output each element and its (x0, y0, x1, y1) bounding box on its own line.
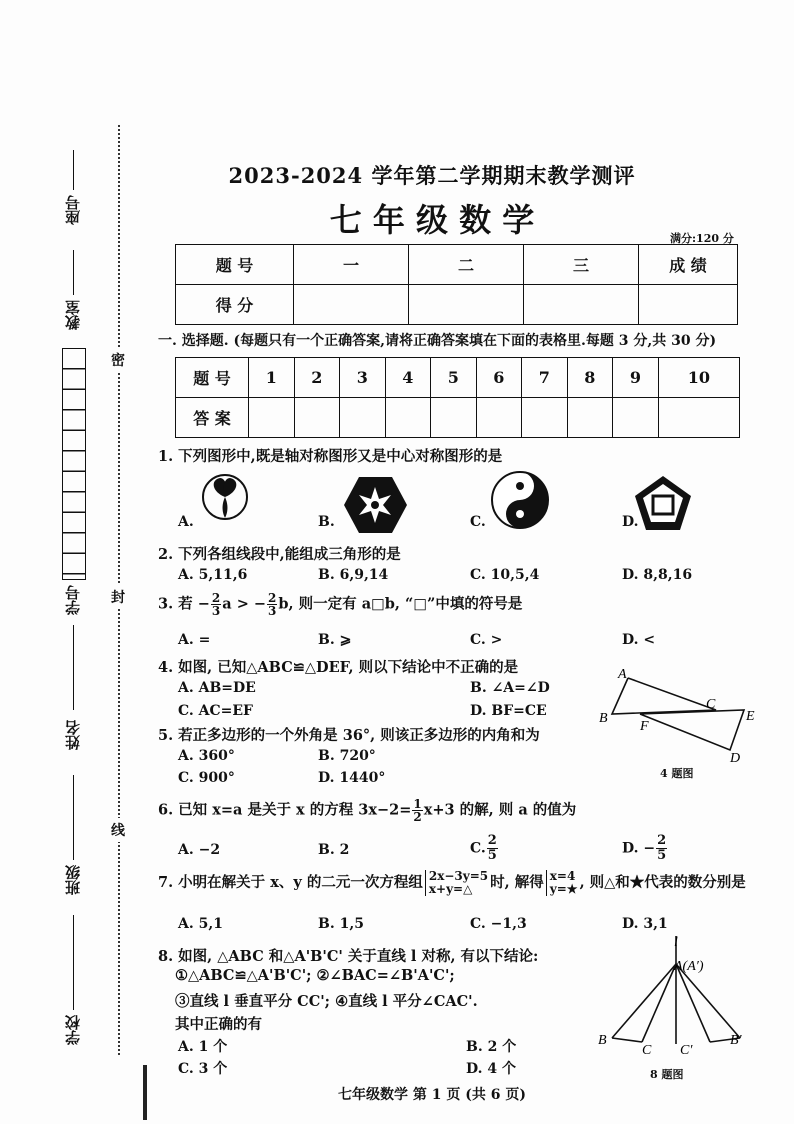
q4-label-b: B (599, 711, 608, 726)
q3-stem (158, 592, 522, 617)
q2-option-b[interactable]: B. 6,9,14 (318, 567, 389, 583)
q7-option-d[interactable]: D. 3,1 (622, 916, 668, 932)
q1-option-c[interactable]: C. (470, 514, 486, 530)
score-table (175, 244, 738, 325)
school-line (73, 915, 74, 1010)
score-header-2: 二 (409, 245, 524, 285)
answer-number: 6 (476, 358, 522, 398)
answer-cell[interactable] (431, 398, 477, 438)
q2-stem: 2. 下列各组线段中,能组成三角形的是 (158, 546, 401, 563)
q8-option-c[interactable]: C. 3 个 (178, 1061, 228, 1077)
room-label: 教室 (64, 300, 82, 330)
q6-fraction: $\frac{1}{2}$ (413, 797, 422, 824)
q6-post: x+3 的解, 则 a 的值为 (423, 801, 577, 819)
q6-option-a[interactable]: A. −2 (178, 842, 221, 858)
score-cell-3[interactable] (524, 285, 639, 325)
answer-table (175, 357, 740, 438)
q4-label-c: C (706, 697, 716, 712)
q5-option-c[interactable]: C. 900° (178, 770, 235, 786)
section1-heading: 一. 选择题. (每题只有一个正确答案,请将正确答案填在下面的表格里.每题 3 分,共 30 分) (158, 333, 717, 349)
score-header-1: 一 (294, 245, 409, 285)
q6-option-b[interactable]: B. 2 (318, 842, 350, 858)
answer-cell[interactable] (567, 398, 613, 438)
answer-cell[interactable] (249, 398, 295, 438)
q8-stem: 8. 如图, △ABC 和△A'B'C' 关于直线 l 对称, 有以下结论: (158, 948, 539, 965)
q8-line1: ①△ABC≌△A'B'C'; ②∠BAC=∠B'A'C'; (175, 967, 455, 984)
q5-option-a[interactable]: A. 360° (178, 748, 235, 764)
answer-number: 1 (249, 358, 295, 398)
class-line (73, 775, 74, 860)
page-footer: 七年级数学 第 1 页 (共 6 页) (338, 1087, 526, 1103)
q8-option-a[interactable]: A. 1 个 (178, 1039, 228, 1055)
q4-option-c[interactable]: C. AC=EF (178, 703, 253, 719)
q6-option-d[interactable]: D. − $\frac{2}{5}$ (622, 833, 667, 863)
q8-label-a: A(A′) (674, 959, 704, 974)
answer-cell[interactable] (476, 398, 522, 438)
answer-number: 5 (431, 358, 477, 398)
q1-option-a[interactable]: A. (178, 514, 194, 530)
full-score: 满分:120 分 (670, 232, 734, 245)
q4-label-d: D (730, 751, 741, 764)
answer-number: 8 (567, 358, 613, 398)
q8-label-b-prime: B′ (730, 1033, 742, 1048)
answer-number: 2 (294, 358, 340, 398)
score-row-label: 得 分 (176, 285, 294, 325)
score-header-total: 成 绩 (639, 245, 738, 285)
answer-row-label: 答 案 (176, 398, 249, 438)
q7-mid: 时, 解得 (490, 874, 544, 891)
q7-solution: x=4 y=★ (546, 870, 578, 896)
q5-stem: 5. 若正多边形的一个外角是 36°, 则该正多边形的内角和为 (158, 727, 540, 744)
answer-cell[interactable] (340, 398, 386, 438)
exam-subject: 七 年 级 数 学 (329, 201, 535, 239)
name-line-top (73, 625, 74, 710)
q3-option-b[interactable]: B. ⩾ (318, 632, 352, 648)
q1-figure-b (343, 475, 408, 535)
q8-option-b[interactable]: B. 2 个 (466, 1039, 517, 1055)
answer-cell[interactable] (522, 398, 568, 438)
seal-char-mi: 密 (111, 348, 125, 372)
q4-figure (596, 664, 766, 764)
q6-pre: 6. 已知 x=a 是关于 x 的方程 3x−2= (158, 801, 412, 819)
q3-option-c[interactable]: C. > (470, 632, 503, 648)
q2-option-a[interactable]: A. 5,11,6 (178, 567, 248, 583)
score-cell-1[interactable] (294, 285, 409, 325)
q4-label-f: F (640, 719, 649, 734)
q3-mid: a > − (222, 595, 267, 613)
student-id-boxes[interactable] (62, 348, 86, 580)
answer-number: 4 (385, 358, 431, 398)
answer-number: 9 (613, 358, 659, 398)
exam-title: 2023-2024 学年第二学期期末教学测评 (228, 163, 636, 188)
q7-option-a[interactable]: A. 5,1 (178, 916, 223, 932)
q4-option-a[interactable]: A. AB=DE (178, 680, 256, 696)
q3-option-a[interactable]: A. = (178, 632, 211, 648)
score-cell-2[interactable] (409, 285, 524, 325)
q8-label-c: C (642, 1043, 652, 1057)
q7-option-c[interactable]: C. −1,3 (470, 916, 527, 932)
q2-option-d[interactable]: D. 8,8,16 (622, 567, 693, 583)
class-label: 班级 (64, 865, 82, 895)
seat-label: 座号 (64, 195, 82, 225)
q7-system: 2x−3y=5 x+y=△ (425, 870, 488, 896)
q8-label-l: l (674, 935, 678, 950)
q3-pre: 3. 若 − (158, 595, 210, 613)
q7-post: , 则△和★代表的数分别是 (579, 874, 746, 891)
q3-option-d[interactable]: D. < (622, 632, 656, 648)
q1-option-b[interactable]: B. (318, 514, 335, 530)
q8-option-d[interactable]: D. 4 个 (466, 1061, 517, 1077)
q3-post: b, 则一定有 a□b, “□”中填的符号是 (278, 595, 523, 613)
q1-option-d[interactable]: D. (622, 514, 639, 530)
answer-header-label: 题 号 (176, 358, 249, 398)
name-label: 姓名 (64, 720, 82, 750)
room-line (73, 250, 74, 295)
q5-option-b[interactable]: B. 720° (318, 748, 376, 764)
q1-figure-a (200, 472, 250, 522)
score-header-3: 三 (524, 245, 639, 285)
q3-fraction-b: $\frac{2}{3}$ (268, 591, 277, 618)
q6-stem (158, 798, 576, 823)
answer-cell[interactable] (385, 398, 431, 438)
answer-number: 3 (340, 358, 386, 398)
q3-fraction-a: $\frac{2}{3}$ (211, 591, 221, 618)
score-header-title: 题 号 (176, 245, 294, 285)
answer-cell[interactable] (294, 398, 340, 438)
q4-label-e: E (746, 709, 755, 724)
q7-stem (158, 870, 746, 896)
q8-figure-caption: 8 题图 (650, 1068, 684, 1081)
q2-option-c[interactable]: C. 10,5,4 (470, 567, 540, 583)
q5-option-d[interactable]: D. 1440° (318, 770, 386, 786)
q4-option-d[interactable]: D. BF=CE (470, 703, 547, 719)
q4-figure-caption: 4 题图 (660, 767, 694, 780)
answer-cell[interactable] (658, 398, 739, 438)
q7-pre: 7. 小明在解关于 x、y 的二元一次方程组 (158, 874, 423, 891)
q4-option-b[interactable]: B. ∠A=∠D (470, 680, 550, 696)
school-label: 学校 (64, 1015, 82, 1045)
q8-figure (596, 932, 756, 1057)
q1-stem: 1. 下列图形中,既是轴对称图形又是中心对称图形的是 (158, 448, 503, 465)
q4-label-a: A (618, 667, 627, 682)
seal-char-xian: 线 (111, 818, 125, 842)
q1-figure-d (633, 474, 693, 532)
seal-char-feng: 封 (111, 585, 125, 609)
q8-label-c-prime: C′ (680, 1043, 693, 1057)
q6-option-c[interactable]: C. $\frac{2}{5}$ (470, 833, 497, 863)
answer-number: 10 (658, 358, 739, 398)
score-cell-total[interactable] (639, 285, 738, 325)
q7-option-b[interactable]: B. 1,5 (318, 916, 364, 932)
student-id-label: 学号 (64, 585, 82, 615)
q1-figure-c (490, 470, 550, 530)
answer-number: 7 (522, 358, 568, 398)
q8-line2: ③直线 l 垂直平分 CC'; ④直线 l 平分∠CAC'. (175, 993, 478, 1010)
answer-cell[interactable] (613, 398, 659, 438)
q4-stem: 4. 如图, 已知△ABC≌△DEF, 则以下结论中不正确的是 (158, 659, 519, 676)
q8-label-b: B (598, 1033, 607, 1048)
q8-line3: 其中正确的有 (175, 1016, 262, 1033)
